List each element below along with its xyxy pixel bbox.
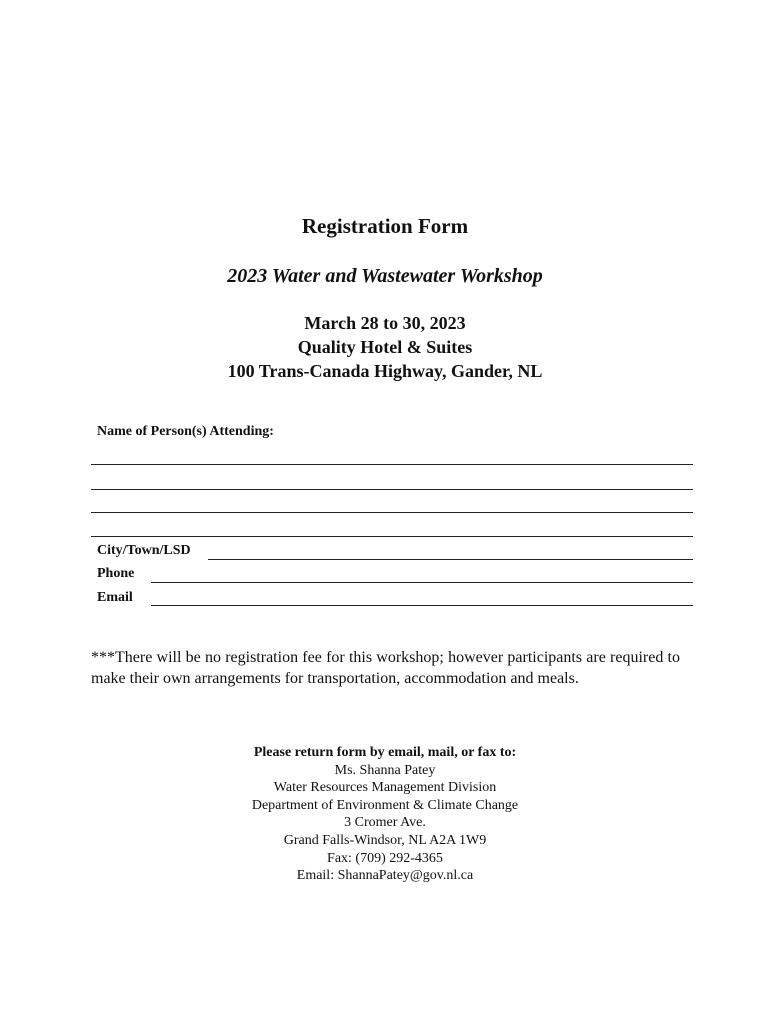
contact-name: Ms. Shanna Patey bbox=[334, 762, 436, 778]
city-label: City/Town/LSD bbox=[97, 543, 191, 558]
workshop-subtitle: 2023 Water and Wastewater Workshop bbox=[227, 265, 543, 287]
event-dates: March 28 to 30, 2023 bbox=[304, 313, 466, 333]
contact-division: Water Resources Management Division bbox=[273, 780, 497, 796]
contact-street: 3 Cromer Ave. bbox=[344, 815, 426, 831]
attendee-name-line-4[interactable] bbox=[91, 536, 693, 537]
attendee-name-line-1[interactable] bbox=[91, 464, 693, 465]
return-address-block bbox=[0, 744, 770, 885]
contact-department: Department of Environment & Climate Change bbox=[251, 797, 519, 813]
contact-email[interactable]: Email: ShannaPatey@gov.nl.ca bbox=[296, 868, 474, 884]
registration-fee-notice: ***There will be no registration fee for this workshop; however participants are required to make their own arrangements for transportation, accommodation and meals. bbox=[91, 649, 680, 687]
attendees-label: Name of Person(s) Attending: bbox=[97, 424, 274, 439]
attendee-name-line-3[interactable] bbox=[91, 512, 693, 513]
phone-field-line[interactable] bbox=[151, 582, 693, 583]
event-address: 100 Trans-Canada Highway, Gander, NL bbox=[227, 361, 543, 381]
return-heading: Please return form by email, mail, or fax to: bbox=[253, 745, 517, 760]
attendee-name-line-2[interactable] bbox=[91, 489, 693, 490]
email-label: Email bbox=[97, 590, 133, 605]
contact-fax: Fax: (709) 292-4365 bbox=[327, 850, 443, 866]
email-field-line[interactable] bbox=[151, 605, 693, 606]
city-field-line[interactable] bbox=[208, 559, 693, 560]
contact-city: Grand Falls-Windsor, NL A2A 1W9 bbox=[283, 832, 487, 848]
phone-label: Phone bbox=[97, 566, 135, 581]
page-title: Registration Form bbox=[301, 214, 469, 238]
event-venue: Quality Hotel & Suites bbox=[297, 337, 473, 357]
